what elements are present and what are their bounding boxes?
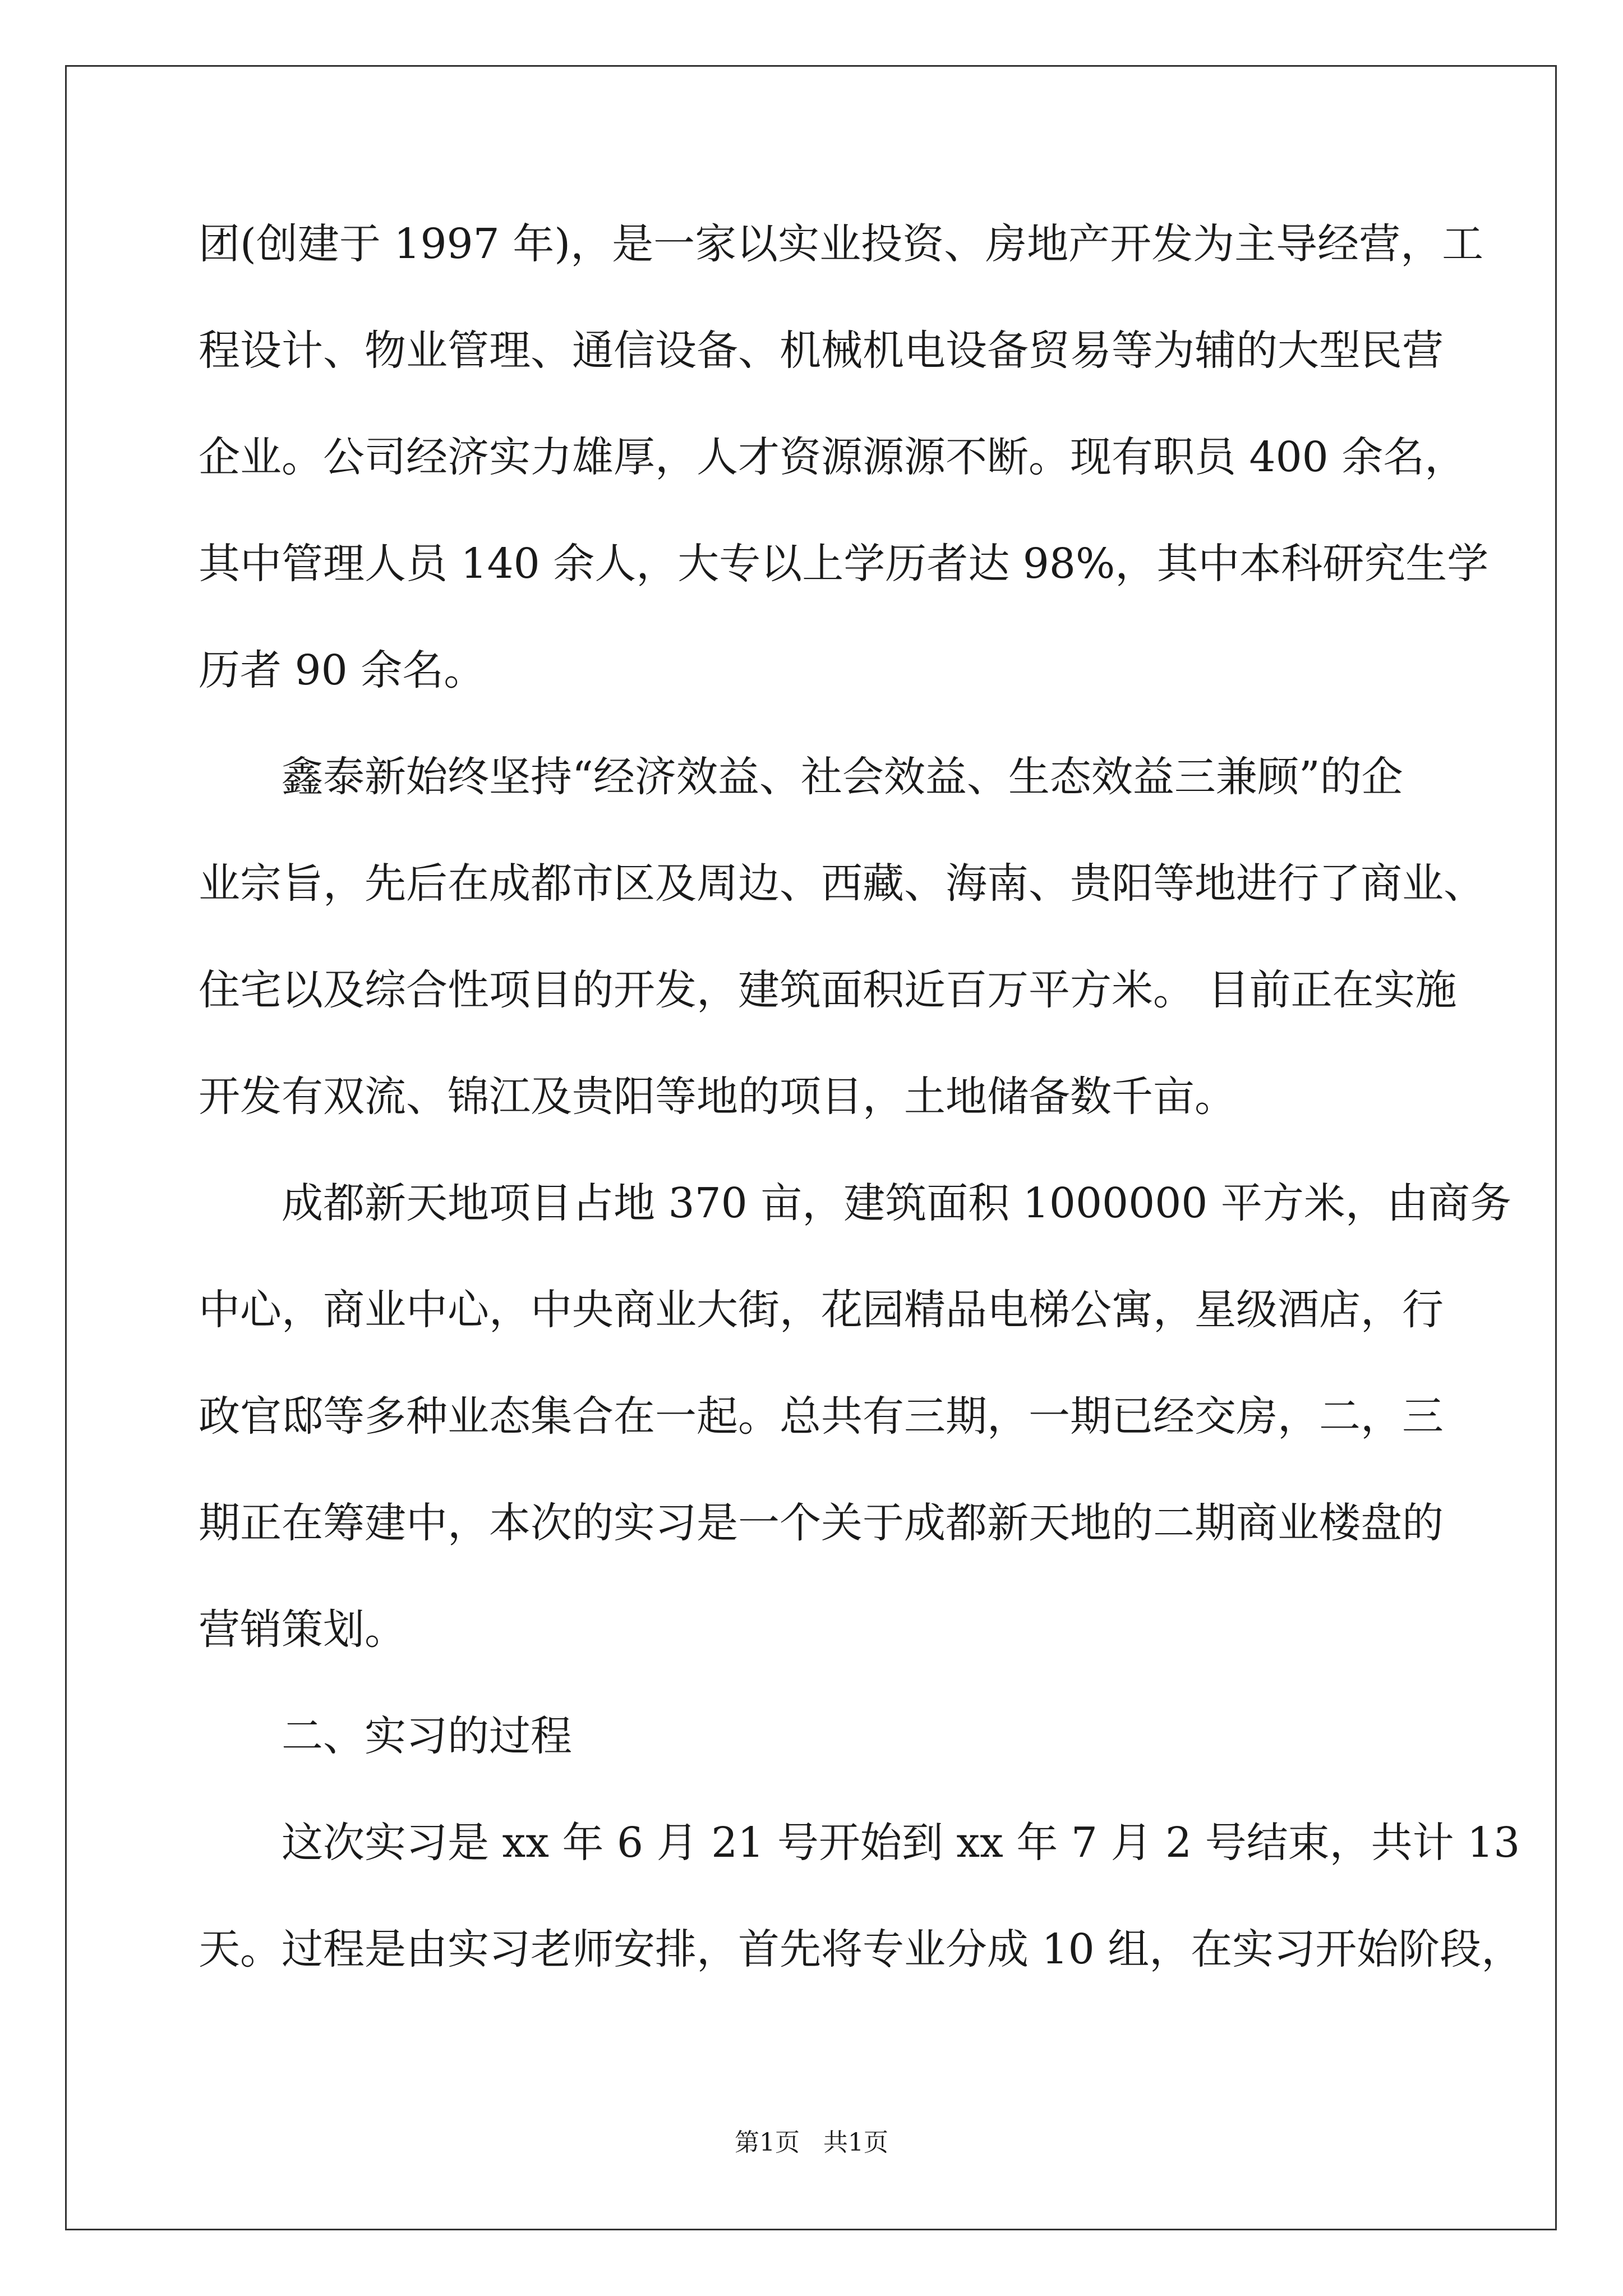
section-heading: 二、实习的过程 xyxy=(282,1712,572,1760)
paragraph-start-line: 成都新天地项目占地 370 亩，建筑面积 1000000 平方米，由商务 xyxy=(282,1179,1511,1227)
text-line: 历者 90 余名。 xyxy=(199,646,486,694)
page-footer: 第1页 共1页 xyxy=(735,2128,888,2157)
text-line: 天。过程是由实习老师安排，首先将专业分成 10 组，在实习开始阶段， xyxy=(199,1925,1523,1973)
text-line: 业宗旨，先后在成都市区及周边、西藏、海南、贵阳等地进行了商业、 xyxy=(199,859,1485,908)
text-line: 开发有双流、锦江及贵阳等地的项目，土地储备数千亩。 xyxy=(199,1073,1236,1121)
text-line: 住宅以及综合性项目的开发，建筑面积近百万平方米。 目前正在实施 xyxy=(199,966,1457,1014)
text-line: 企业。公司经济实力雄厚，人才资源源源不断。现有职员 400 余名， xyxy=(199,433,1467,481)
text-line: 程设计、物业管理、通信设备、机械机电设备贸易等为辅的大型民营 xyxy=(199,326,1444,375)
text-line: 政官邸等多种业态集合在一起。总共有三期，一期已经交房，二，三 xyxy=(199,1392,1444,1441)
paragraph-start-line: 鑫泰新始终坚持“经济效益、社会效益、生态效益三兼顾”的企 xyxy=(282,753,1403,801)
page-border xyxy=(65,65,1557,2230)
text-line: 中心，商业中心，中央商业大街，花园精品电梯公寓，星级酒店，行 xyxy=(199,1286,1444,1334)
text-line: 期正在筹建中，本次的实习是一个关于成都新天地的二期商业楼盘的 xyxy=(199,1499,1444,1547)
text-line: 其中管理人员 140 余人，大专以上学历者达 98%，其中本科研究生学 xyxy=(199,540,1489,588)
text-line: 营销策划。 xyxy=(199,1605,406,1654)
paragraph-start-line: 这次实习是 xx 年 6 月 21 号开始到 xx 年 7 月 2 号结束，共计 13 xyxy=(282,1819,1520,1867)
text-line: 团(创建于 1997 年)，是一家以实业投资、房地产开发为主导经营，工 xyxy=(199,220,1484,268)
